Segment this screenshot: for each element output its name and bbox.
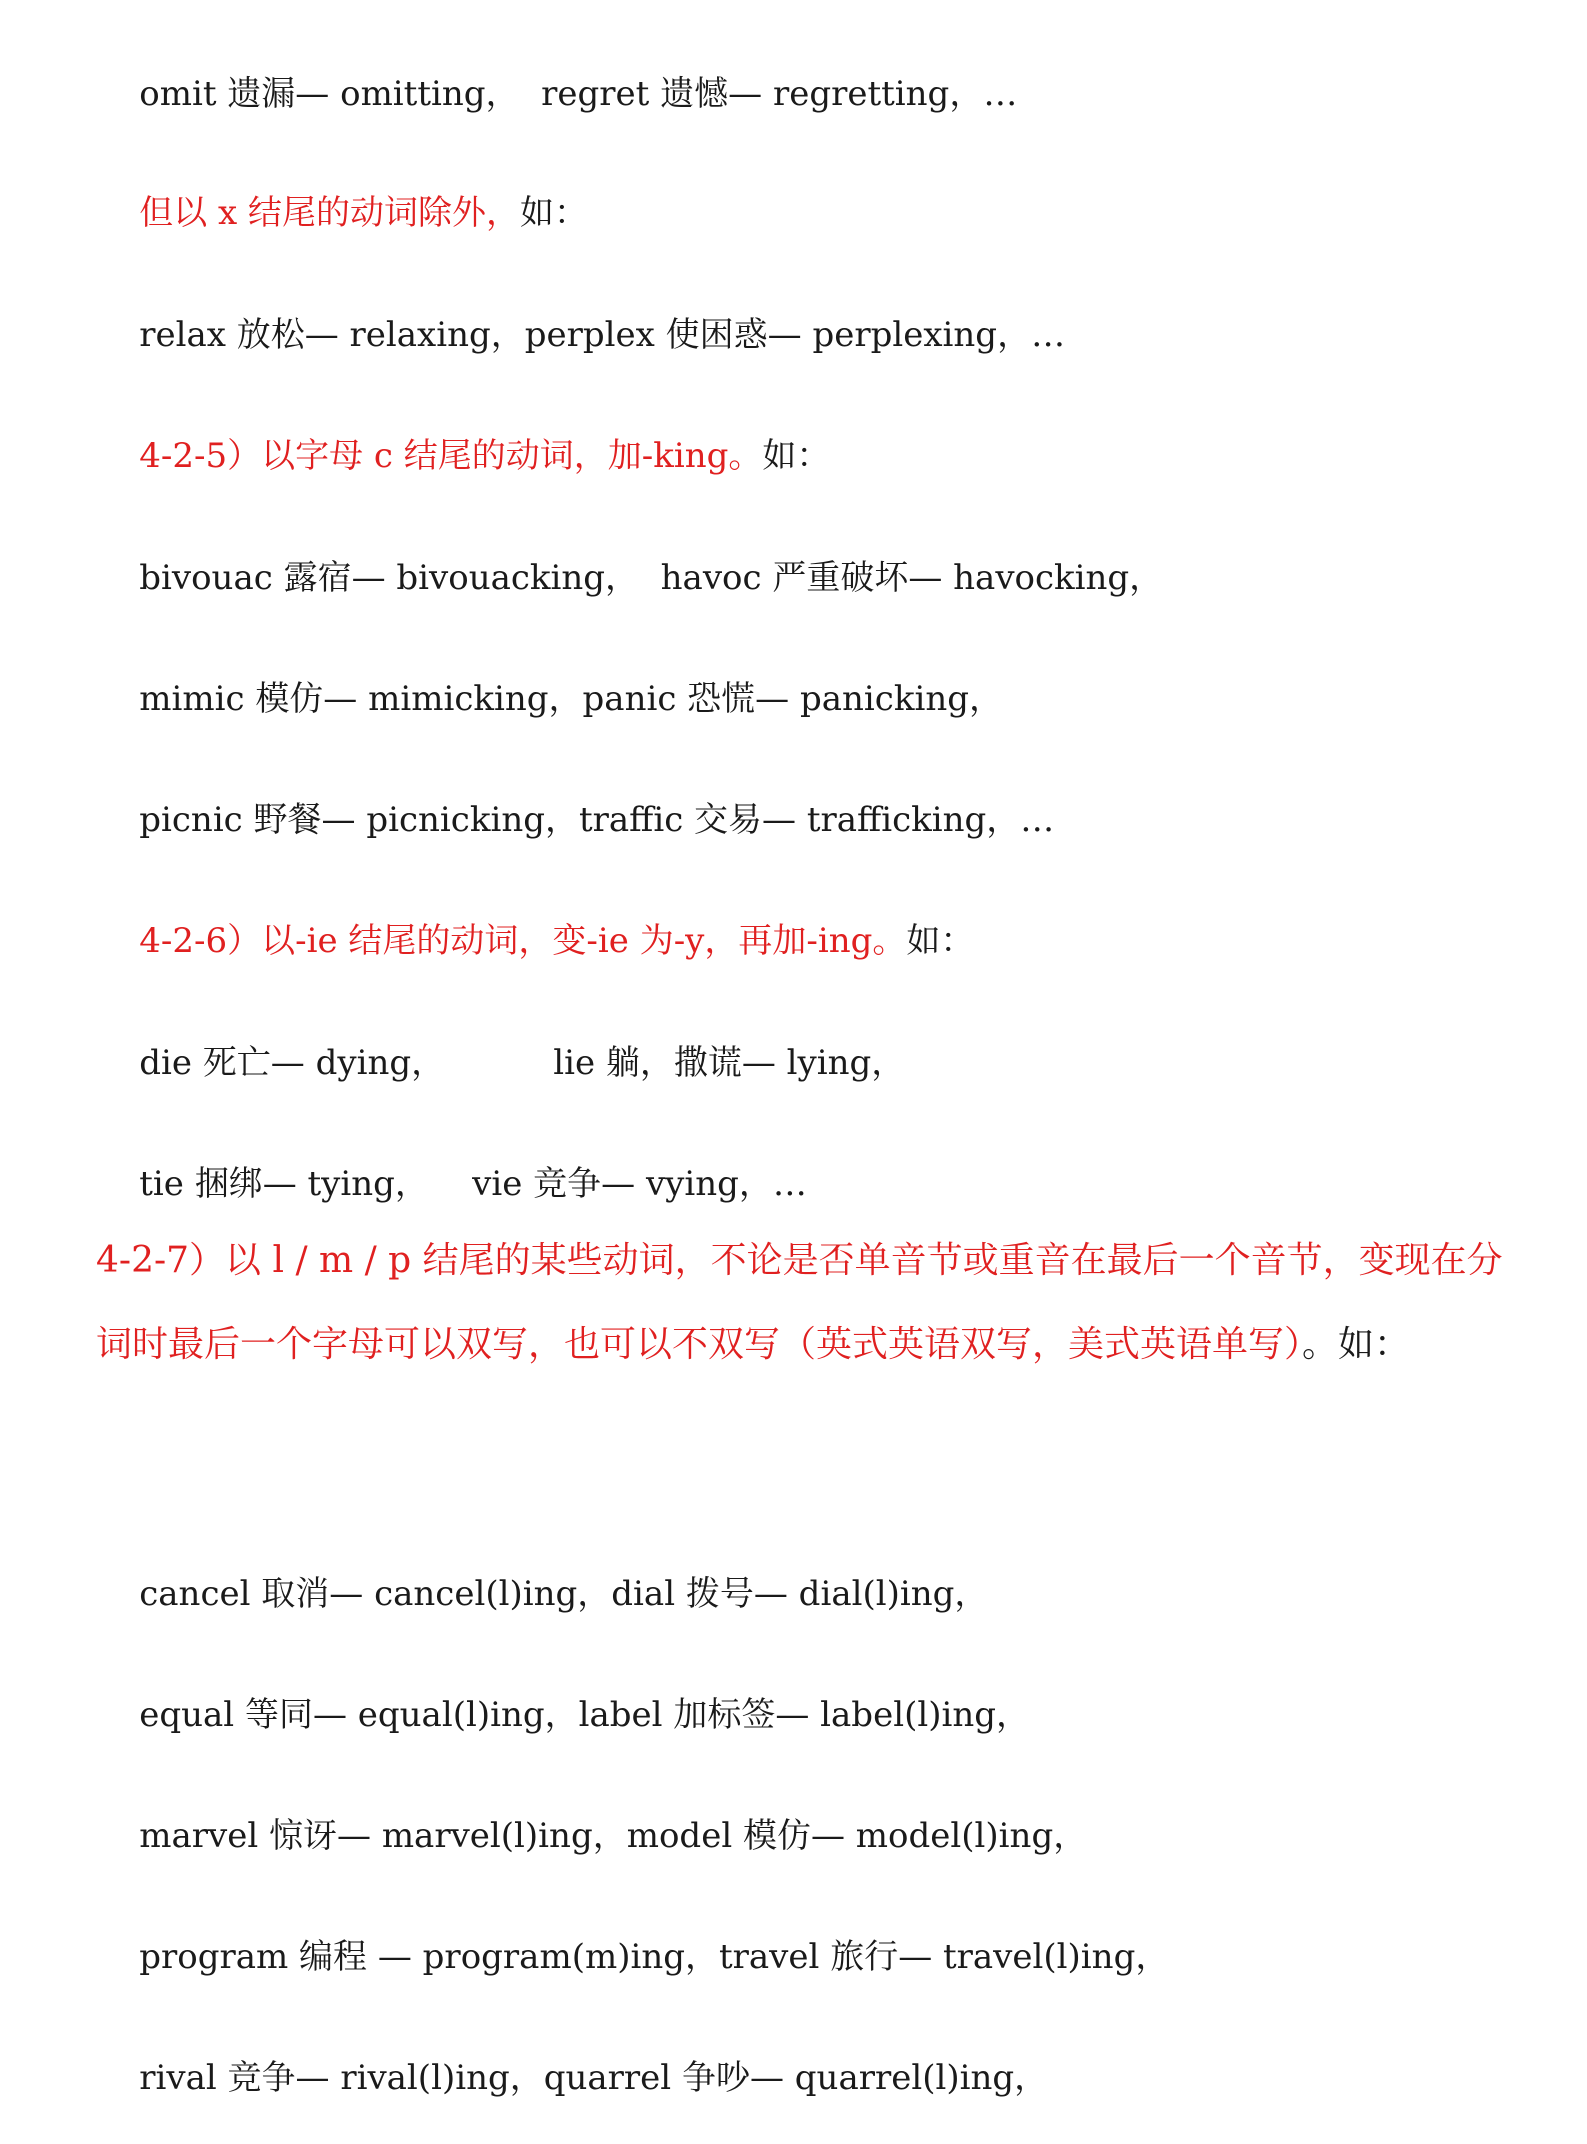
line-text: picnic 野餐— picnicking，traffic 交易— trafficking，…: [139, 800, 1055, 840]
rule-text: 但以 x 结尾的动词除外，: [139, 193, 521, 233]
example-line-rival: [96, 2012, 1048, 2144]
line-text: relax 放松— relaxing，perplex 使困惑— perplexing，…: [139, 315, 1066, 355]
rule-tail: 如：: [520, 193, 589, 233]
line-text: rival 竞争— rival(l)ing，quarrel 争吵— quarrel(l)ing，: [139, 2058, 1049, 2098]
line-text: marvel 惊讶— marvel(l)ing，model 模仿— model(l)ing，: [139, 1816, 1088, 1856]
example-line-picnic: [96, 754, 1054, 886]
rule-text: 4-2-7）以 l / m / p 结尾的某些动词，不论是否单音节或重音在最后一个音节，变现在分词时最后一个字母可以双写，也可以不双写（英式英语双写，美式英语单写）: [96, 1240, 1503, 1365]
rule-heading-4-2-7: [96, 1219, 1516, 1387]
line-text: cancel 取消— cancel(l)ing，dial 拨号— dial(l)ing，: [139, 1574, 989, 1614]
line-text: program 编程 — program(m)ing，travel 旅行— travel(l)ing，: [139, 1937, 1170, 1977]
rule-line-x-exception: [96, 147, 588, 279]
example-line-marvel: [96, 1770, 1087, 1902]
line-text: equal 等同— equal(l)ing，label 加标签— label(l)ing，: [139, 1695, 1031, 1735]
rule-text: 4-2-5）以字母 c 结尾的动词，加-king。: [139, 436, 763, 476]
example-line-die: [96, 997, 905, 1129]
rule-text: 4-2-6）以-ie 结尾的动词，变-ie 为-y，再加-ing。: [139, 921, 907, 961]
example-line-relax: [96, 269, 1065, 401]
line-text: mimic 模仿— mimicking，panic 恐慌— panicking，: [139, 679, 1003, 719]
example-line-bivouac: [96, 512, 1163, 644]
example-line-mimic: [96, 633, 1003, 765]
line-text: tie 捆绑— tying， vie 竞争— vying，…: [139, 1164, 807, 1204]
rule-tail: 如：: [906, 921, 975, 961]
rule-tail: 如：: [762, 436, 831, 476]
line-text: die 死亡— dying， lie 躺，撒谎— lying，: [139, 1043, 906, 1083]
rule-tail: 。如：: [1302, 1324, 1411, 1365]
rule-heading-4-2-5: [96, 390, 830, 522]
example-line-equal: [96, 1649, 1030, 1781]
example-line-cancel: [96, 1528, 988, 1660]
rule-heading-4-2-6: [96, 875, 974, 1007]
line-text: omit 遗漏— omitting， regret 遗憾— regretting，…: [139, 74, 1018, 114]
line-text: bivouac 露宿— bivouacking， havoc 严重破坏— havocking，: [139, 558, 1164, 598]
example-line-program: [96, 1891, 1169, 2023]
example-line-omit: [96, 28, 1017, 160]
